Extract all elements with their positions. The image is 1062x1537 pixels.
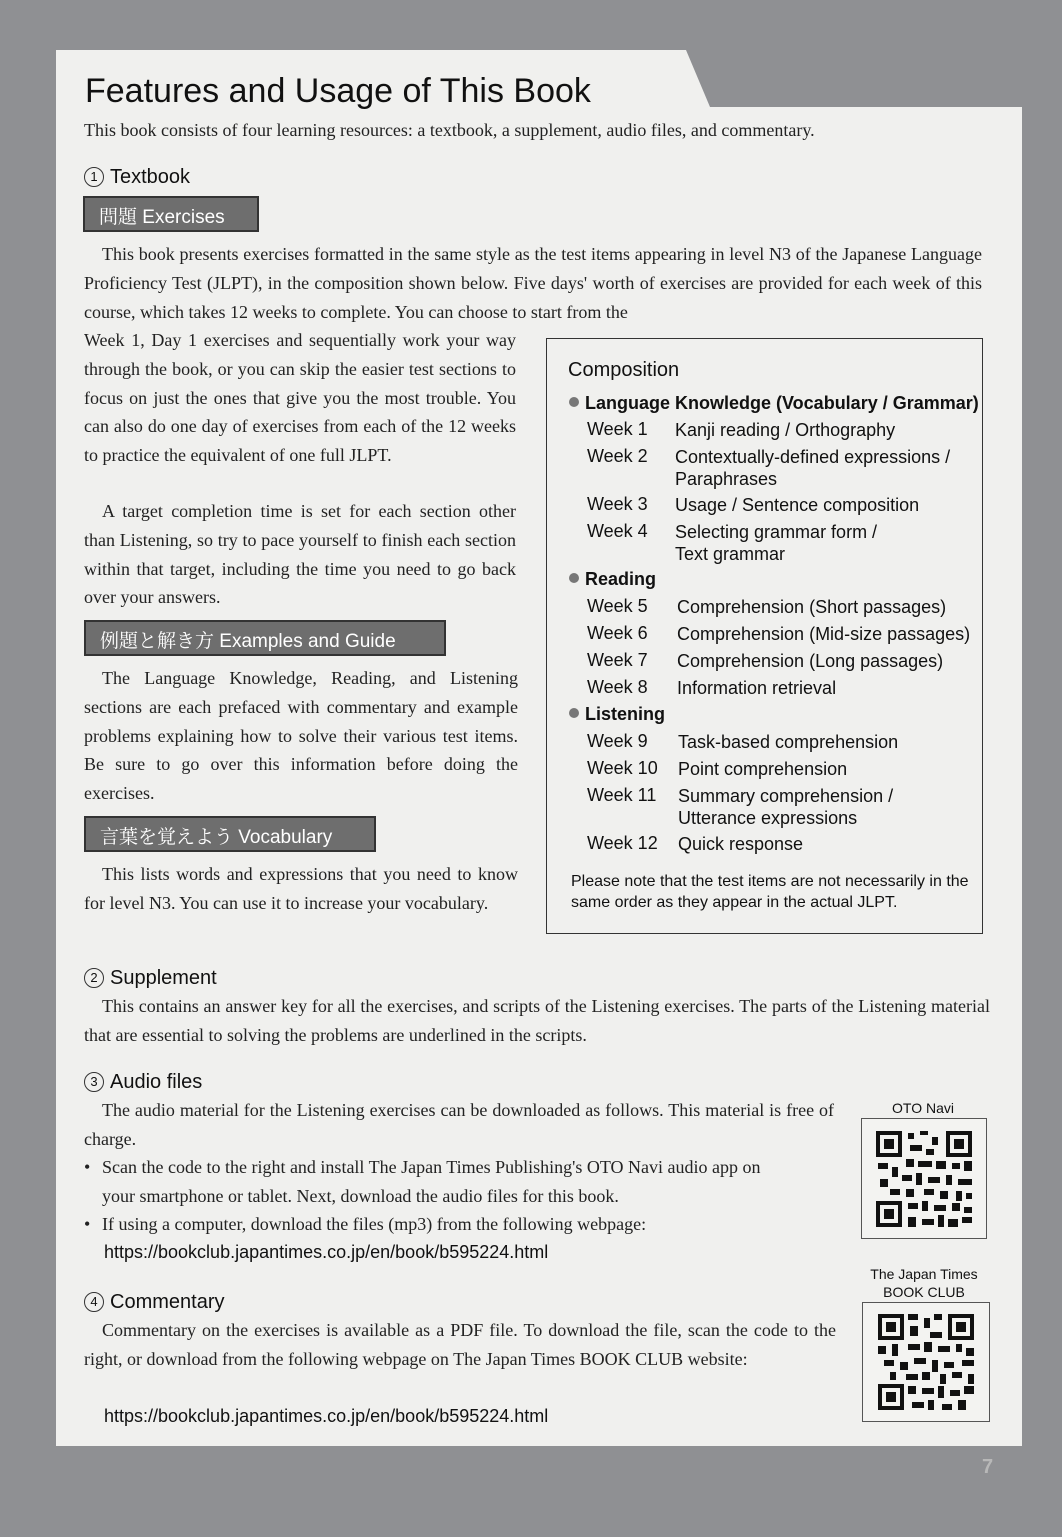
section-label: Commentary [110, 1291, 225, 1313]
week-label: Week 9 [587, 731, 648, 751]
week-label: Week 2 [587, 446, 648, 466]
week-label: Week 1 [587, 419, 648, 439]
category-reading: Reading [569, 569, 656, 590]
section-textbook-heading [84, 166, 190, 189]
vocabulary-tag: 言葉を覚えよう Vocabulary [84, 816, 376, 852]
week-desc: Comprehension (Mid-size passages) [677, 624, 971, 644]
section-number: 3 [84, 1072, 104, 1092]
oto-navi-qr-code[interactable] [861, 1118, 987, 1239]
oto-navi-qr-label: OTO Navi [892, 1100, 954, 1116]
week-desc: Point comprehension [678, 759, 848, 779]
week-label: Week 4 [587, 521, 648, 541]
week-label: Week 6 [587, 623, 648, 643]
week-desc: Comprehension (Long passages) [677, 651, 944, 671]
bullet-dot-icon [569, 708, 579, 718]
week-desc: Task-based comprehension [678, 732, 899, 752]
category-language-knowledge: Language Knowledge (Vocabulary / Grammar) [569, 393, 979, 414]
exercises-tag: 問題 Exercises [83, 196, 259, 232]
composition-box [546, 338, 983, 934]
week-label: Week 11 [587, 785, 657, 805]
commentary-paragraph: Commentary on the exercises is available as a PDF file. To download the file, scan the code to the right, or download from the following webpage on The Japan Times BOOK CLUB website: [84, 1320, 836, 1369]
examples-tag: 例題と解き方 Examples and Guide [84, 620, 446, 656]
week-desc: Contextually-defined expressions / Paraphrases [675, 447, 951, 489]
vocabulary-paragraph: This lists words and expressions that you need to know for level N3. You can use it to increase your vocabulary. [84, 864, 518, 913]
exercises-paragraph-1-cont: Week 1, Day 1 exercises and sequentially work your way through the book, or you can skip the easier test sections to focus on just the ones that give you the most trouble. You can also do one day of exercises from each of the 12 weeks to practice the equivalent of one full JLPT. [84, 330, 516, 466]
exercises-paragraph-2: A target completion time is set for each section other than Listening, so try to pace yourself to finish each section within that target, including the time you need to go back over your answers. [84, 501, 516, 608]
section-number: 4 [84, 1292, 104, 1312]
exercises-paragraph-1: This book presents exercises formatted in the same style as the test items appearing in level N3 of the Japanese Language Proficiency Test (JLPT), in the composition shown below. Five days' worth of exercises are provided for each week of this course, which takes 12 weeks to complete. You can choose to start from the [84, 244, 982, 322]
composition-title: Composition [568, 359, 680, 381]
supplement-paragraph: This contains an answer key for all the exercises, and scripts of the Listening exercises. The parts of the Listening material that are essential to solving the problems are underlined in the scripts. [84, 996, 990, 1045]
audio-bullet-computer: • If using a computer, download the files (mp3) from the following webpage: [84, 1210, 844, 1239]
week-label: Week 3 [587, 494, 648, 514]
page-title: Features and Usage of This Book [85, 72, 591, 110]
week-desc: Quick response [678, 834, 804, 854]
week-desc: Kanji reading / Orthography [675, 420, 896, 440]
composition-note: Please note that the test items are not necessarily in the same order as they appear in the actual JLPT. [571, 873, 969, 911]
intro-text: This book consists of four learning resources: a textbook, a supplement, audio files, and commentary. [84, 120, 815, 140]
week-label: Week 12 [587, 833, 658, 853]
examples-paragraph: The Language Knowledge, Reading, and Listening sections are each prefaced with commentary and example problems explaining how to solve their various test items. Be sure to go over this information before doing the exercises. [84, 668, 518, 804]
book-club-qr-code[interactable] [862, 1302, 990, 1422]
week-label: Week 5 [587, 596, 648, 616]
week-desc: Selecting grammar form / Text grammar [675, 522, 878, 564]
bullet-dot-icon [569, 573, 579, 583]
audio-paragraph: The audio material for the Listening exercises can be downloaded as follows. This material is free of charge. [84, 1100, 834, 1149]
section-commentary-heading [84, 1291, 224, 1314]
section-label: Supplement [110, 967, 217, 989]
section-label: Audio files [110, 1071, 203, 1093]
section-label: Textbook [110, 166, 191, 188]
week-desc: Usage / Sentence composition [675, 495, 920, 515]
week-desc: Summary comprehension / Utterance expressions [678, 786, 894, 828]
commentary-download-link[interactable]: https://bookclub.japantimes.co.jp/en/book/b595224.html [104, 1406, 549, 1426]
week-desc: Comprehension (Short passages) [677, 597, 947, 617]
week-label: Week 7 [587, 650, 648, 670]
section-audio-heading [84, 1071, 202, 1094]
section-number: 2 [84, 968, 104, 988]
qr-code-icon [863, 1303, 989, 1421]
audio-download-link[interactable]: https://bookclub.japantimes.co.jp/en/book/b595224.html [104, 1242, 549, 1262]
audio-bullet-app: • Scan the code to the right and install The Japan Times Publishing's OTO Navi audio app on your smartphone or tablet. Next, download the audio files for this book. [84, 1153, 792, 1210]
week-label: Week 10 [587, 758, 658, 778]
book-club-qr-label: The Japan Times BOOK CLUB [870, 1266, 978, 1300]
week-desc: Information retrieval [677, 678, 837, 698]
bullet-dot-icon [569, 397, 579, 407]
section-number: 1 [84, 167, 104, 187]
audio-bullet-list [84, 1153, 844, 1239]
section-supplement-heading [84, 967, 217, 990]
qr-code-icon [862, 1119, 986, 1238]
page-number: 7 [982, 1456, 994, 1478]
week-label: Week 8 [587, 677, 648, 697]
category-listening: Listening [569, 704, 665, 725]
